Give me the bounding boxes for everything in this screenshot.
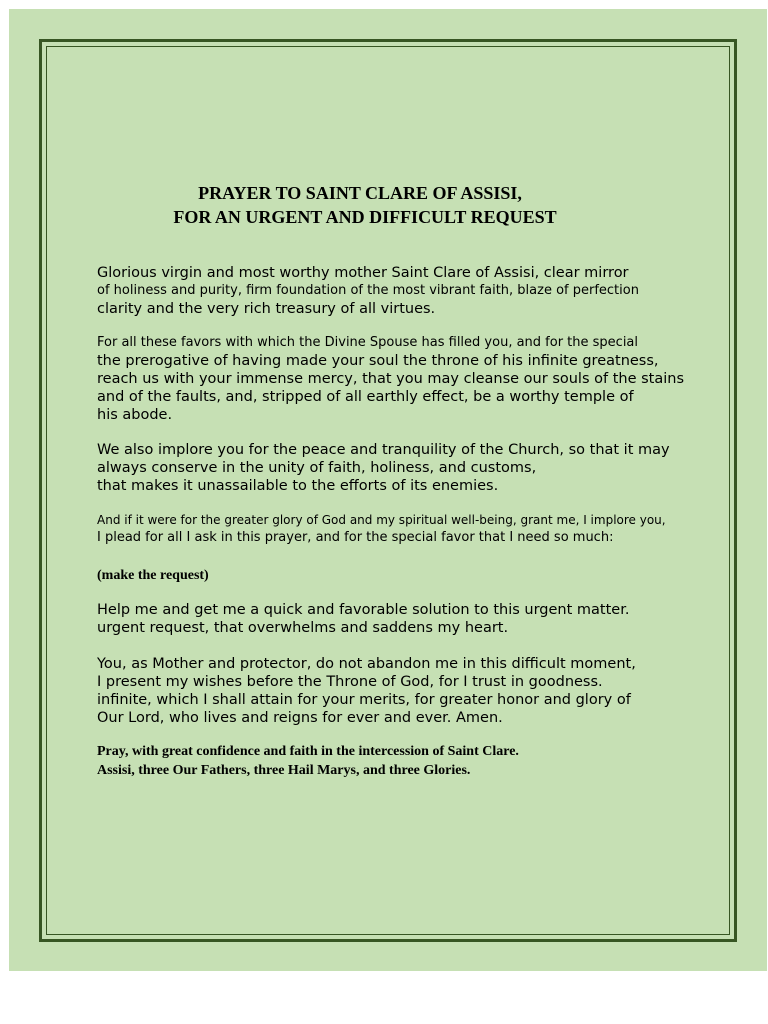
paragraph-line: always conserve in the unity of faith, holiness, and customs, — [97, 460, 537, 476]
paragraph-line: his abode. — [97, 407, 173, 423]
paragraph-line: I plead for all I ask in this prayer, and for the special favor that I need so much: — [97, 530, 614, 545]
paragraph-line: of holiness and purity, firm foundation of the most vibrant faith, blaze of perfection — [97, 283, 639, 298]
paragraph-line: You, as Mother and protector, do not abandon me in this difficult moment, — [97, 656, 636, 672]
paragraph-4 — [97, 511, 697, 547]
paragraph-1 — [97, 264, 697, 318]
closing-instructions — [97, 742, 697, 780]
paragraph-line: For all these favors with which the Divine Spouse has filled you, and for the special — [97, 335, 639, 350]
paragraph-line: Pray, with great confidence and faith in the intercession of Saint Clare. — [97, 744, 519, 759]
paragraph-line: Our Lord, who lives and reigns for ever and ever. Amen. — [97, 710, 503, 726]
paragraph-line: that makes it unassailable to the efforts of its enemies. — [97, 478, 499, 494]
paragraph-line: clarity and the very rich treasury of all virtues. — [97, 301, 436, 317]
paragraph-line: Glorious virgin and most worthy mother Saint Clare of Assisi, clear mirror — [97, 265, 629, 281]
paragraph-line: We also implore you for the peace and tranquility of the Church, so that it may — [97, 442, 670, 458]
paragraph-2 — [97, 334, 697, 424]
paragraph-line: I present my wishes before the Throne of God, for I trust in goodness. — [97, 674, 603, 690]
paragraph-line: infinite, which I shall attain for your merits, for greater honor and glory of — [97, 692, 631, 708]
paragraph-line: (make the request) — [97, 568, 209, 583]
paragraph-line: the prerogative of having made your soul the throne of his infinite greatness, — [97, 353, 659, 369]
title-line-2: FOR AN URGENT AND DIFFICULT REQUEST — [173, 207, 557, 227]
paragraph-3 — [97, 441, 697, 495]
paragraph-line: urgent request, that overwhelms and saddens my heart. — [97, 620, 509, 636]
request-placeholder — [97, 566, 697, 585]
paragraph-line: And if it were for the greater glory of God and my spiritual well-being, grant me, I implore you, — [97, 513, 666, 527]
paragraph-line: Help me and get me a quick and favorable solution to this urgent matter. — [97, 602, 630, 618]
paragraph-line: reach us with your immense mercy, that you may cleanse our souls of the stains — [97, 371, 685, 387]
paragraph-line: Assisi, three Our Fathers, three Hail Marys, and three Glories. — [97, 763, 471, 778]
paragraph-5 — [97, 601, 697, 637]
title-line-1: PRAYER TO SAINT CLARE OF ASSISI, — [198, 183, 522, 203]
paragraph-6 — [97, 655, 697, 727]
paragraph-line: and of the faults, and, stripped of all earthly effect, be a worthy temple of — [97, 389, 634, 405]
